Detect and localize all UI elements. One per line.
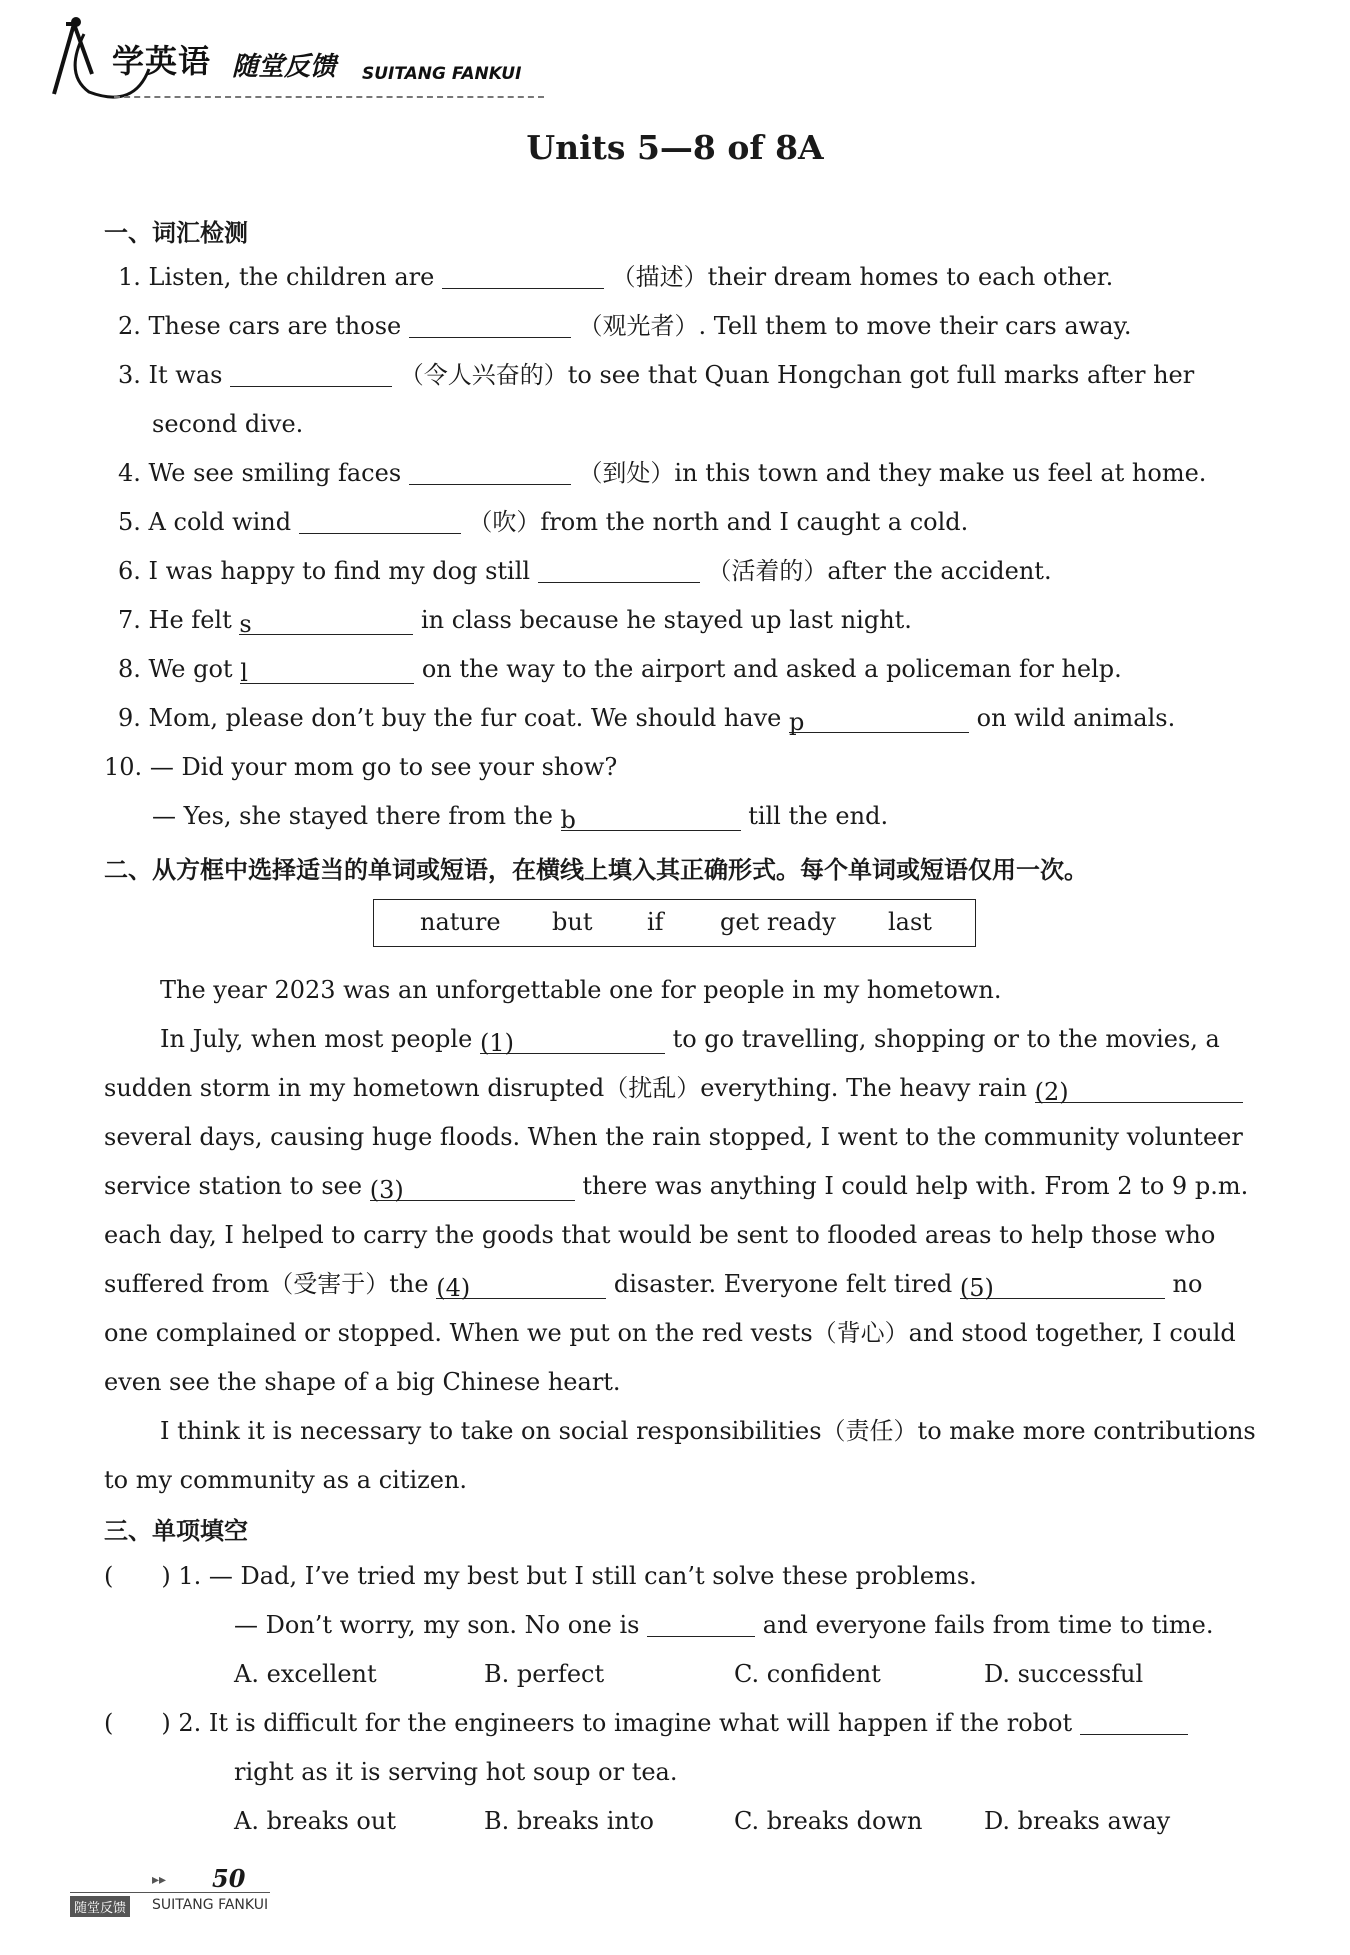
answer-blank-2[interactable] bbox=[1034, 1076, 1243, 1106]
item-text: （到处）in this town and they make us feel at home. bbox=[578, 459, 1207, 487]
item-text: （活着的）after the accident. bbox=[707, 557, 1052, 585]
answer-blank[interactable] bbox=[409, 458, 571, 485]
question-text: — Dad, I’ve tried my best but I still can’t solve these problems. bbox=[208, 1562, 977, 1590]
word-option: get ready bbox=[720, 908, 836, 936]
passage-text: disaster. Everyone felt tired bbox=[613, 1270, 953, 1298]
q2-option-b[interactable]: B. breaks into bbox=[484, 1807, 654, 1835]
page-number: 50 bbox=[212, 1864, 246, 1893]
item-text: Listen, the children are bbox=[148, 263, 435, 291]
passage-line: one complained or stopped. When we put on the red vests（背心）and stood together, I could bbox=[104, 1319, 1236, 1347]
item-number: 7. bbox=[118, 606, 141, 634]
passage-text: suffered from（受害于）the bbox=[104, 1270, 429, 1298]
q2-option-a[interactable]: A. breaks out bbox=[234, 1807, 396, 1835]
passage-text: to go travelling, shopping or to the movies, a bbox=[672, 1025, 1220, 1053]
item-text: These cars are those bbox=[148, 312, 402, 340]
item-number: 6. bbox=[118, 557, 141, 585]
item-text: on wild animals. bbox=[976, 704, 1176, 732]
section2-heading: 二、从方框中选择适当的单词或短语，在横线上填入其正确形式。每个单词或短语仅用一次。 bbox=[104, 856, 1088, 884]
passage-line bbox=[104, 1268, 1202, 1300]
logo-cn-text: 学英语 bbox=[112, 42, 212, 80]
item-text: till the end. bbox=[748, 802, 889, 830]
answer-blank[interactable] bbox=[299, 507, 461, 534]
s1-item-5 bbox=[118, 506, 968, 538]
item-text: A cold wind bbox=[148, 508, 292, 536]
answer-blank[interactable] bbox=[647, 1610, 755, 1637]
item-text: It was bbox=[148, 361, 223, 389]
word-option: but bbox=[552, 908, 593, 936]
passage-text: service station to see bbox=[104, 1172, 363, 1200]
footer-tag-en: SUITANG FANKUI bbox=[152, 1897, 269, 1913]
item-text: Mom, please don’t buy the fur coat. We should have bbox=[148, 704, 782, 732]
item-text: — Did your mom go to see your show? bbox=[149, 753, 618, 781]
passage-line: several days, causing huge floods. When the rain stopped, I went to the community volunteer bbox=[104, 1123, 1243, 1151]
s1-item-6 bbox=[118, 555, 1052, 587]
item-text: — Yes, she stayed there from the bbox=[152, 802, 553, 830]
question-text: — Don’t worry, my son. No one is bbox=[234, 1611, 640, 1639]
question-text: It is difficult for the engineers to imagine what will happen if the robot bbox=[208, 1709, 1073, 1737]
s1-item-10-line2 bbox=[152, 800, 888, 832]
item-number: 2. bbox=[118, 312, 141, 340]
q2-line2: right as it is serving hot soup or tea. bbox=[234, 1758, 678, 1786]
passage-line bbox=[160, 1023, 1220, 1055]
q2-line1 bbox=[104, 1707, 1188, 1739]
q1-option-c[interactable]: C. confident bbox=[734, 1660, 881, 1688]
item-text: on the way to the airport and asked a policeman for help. bbox=[421, 655, 1122, 683]
answer-parentheses[interactable]: ( ) bbox=[104, 1709, 171, 1737]
s1-item-10 bbox=[104, 751, 617, 783]
item-text: I was happy to find my dog still bbox=[148, 557, 531, 585]
word-option: nature bbox=[420, 908, 501, 936]
item-number: 10. bbox=[104, 753, 143, 781]
answer-parentheses[interactable]: ( ) bbox=[104, 1562, 171, 1590]
passage-p3-cont: to my community as a citizen. bbox=[104, 1466, 468, 1494]
answer-blank-3[interactable] bbox=[369, 1174, 575, 1204]
section3-heading: 三、单项填空 bbox=[104, 1517, 248, 1545]
passage-text: no bbox=[1172, 1270, 1203, 1298]
passage-p3: I think it is necessary to take on social responsibilities（责任）to make more contributions bbox=[160, 1417, 1256, 1445]
s1-item-8 bbox=[118, 653, 1122, 685]
item-text: （描述）their dream homes to each other. bbox=[611, 263, 1114, 291]
footer-divider bbox=[70, 1892, 270, 1893]
answer-blank[interactable] bbox=[442, 262, 604, 289]
question-number: 2. bbox=[178, 1709, 202, 1737]
answer-blank[interactable] bbox=[409, 311, 571, 338]
q1-line2 bbox=[234, 1609, 1213, 1641]
s1-item-1 bbox=[118, 261, 1113, 293]
passage-text: In July, when most people bbox=[160, 1025, 473, 1053]
passage-line bbox=[104, 1170, 1248, 1202]
s1-item-9 bbox=[118, 702, 1175, 734]
answer-blank[interactable] bbox=[239, 608, 413, 638]
passage-line bbox=[104, 1072, 1243, 1104]
item-text: We see smiling faces bbox=[148, 459, 402, 487]
initial-letter: s bbox=[239, 610, 252, 638]
item-text: （观光者）. Tell them to move their cars away. bbox=[578, 312, 1132, 340]
item-text: He felt bbox=[148, 606, 232, 634]
word-box bbox=[373, 899, 976, 947]
footer-tag: 随堂反馈 bbox=[70, 1896, 130, 1917]
passage-line: each day, I helped to carry the goods that would be sent to flooded areas to help those who bbox=[104, 1221, 1216, 1249]
q1-option-b[interactable]: B. perfect bbox=[484, 1660, 605, 1688]
item-text: in class because he stayed up last night. bbox=[421, 606, 912, 634]
answer-blank[interactable] bbox=[240, 657, 414, 687]
item-number: 1. bbox=[118, 263, 141, 291]
double-arrow-icon: ▸▸ bbox=[152, 1872, 167, 1888]
item-number: 3. bbox=[118, 361, 141, 389]
question-number: 1. bbox=[178, 1562, 202, 1590]
blank-number: (3) bbox=[369, 1176, 404, 1204]
passage-text: there was anything I could help with. From 2 to 9 p.m. bbox=[582, 1172, 1249, 1200]
blank-number: (5) bbox=[959, 1274, 994, 1302]
header-logo bbox=[44, 14, 544, 104]
blank-number: (2) bbox=[1034, 1078, 1069, 1106]
passage-line: even see the shape of a big Chinese heart. bbox=[104, 1368, 621, 1396]
answer-blank-5[interactable] bbox=[959, 1272, 1165, 1302]
blank-number: (1) bbox=[479, 1029, 514, 1057]
s1-item-4 bbox=[118, 457, 1206, 489]
answer-blank-4[interactable] bbox=[436, 1272, 606, 1302]
s1-item-3-cont: second dive. bbox=[152, 410, 304, 438]
q1-line1 bbox=[104, 1560, 977, 1592]
initial-letter: p bbox=[789, 708, 805, 736]
answer-blank[interactable] bbox=[1080, 1708, 1188, 1735]
blank-number: (4) bbox=[436, 1274, 471, 1302]
answer-blank[interactable] bbox=[538, 556, 700, 583]
s1-item-7 bbox=[118, 604, 912, 636]
item-text: （吹）from the north and I caught a cold. bbox=[468, 508, 969, 536]
section1-heading: 一、词汇检测 bbox=[104, 219, 248, 247]
header-divider bbox=[114, 96, 544, 98]
answer-blank[interactable] bbox=[230, 360, 392, 387]
word-option: last bbox=[888, 908, 932, 936]
q1-option-a[interactable]: A. excellent bbox=[234, 1660, 377, 1688]
q2-option-d[interactable]: D. breaks away bbox=[984, 1807, 1171, 1835]
page-footer bbox=[70, 1858, 280, 1918]
s1-item-2 bbox=[118, 310, 1132, 342]
item-number: 4. bbox=[118, 459, 141, 487]
answer-blank[interactable] bbox=[560, 804, 741, 834]
q1-option-d[interactable]: D. successful bbox=[984, 1660, 1144, 1688]
word-option: if bbox=[647, 908, 664, 936]
item-number: 8. bbox=[118, 655, 141, 683]
item-text: （令人兴奋的）to see that Quan Hongchan got full marks after her bbox=[399, 361, 1195, 389]
q2-option-c[interactable]: C. breaks down bbox=[734, 1807, 923, 1835]
logo-en-text: SUITANG FANKUI bbox=[362, 64, 522, 84]
answer-blank-1[interactable] bbox=[479, 1027, 665, 1057]
item-number: 9. bbox=[118, 704, 141, 732]
s1-item-3 bbox=[118, 359, 1194, 391]
item-number: 5. bbox=[118, 508, 141, 536]
initial-letter: l bbox=[240, 659, 248, 687]
answer-blank[interactable] bbox=[789, 706, 969, 736]
initial-letter: b bbox=[560, 806, 576, 834]
passage-p1: The year 2023 was an unforgettable one for people in my hometown. bbox=[160, 976, 1002, 1004]
page-title: Units 5—8 of 8A bbox=[526, 128, 824, 167]
item-text: We got bbox=[148, 655, 233, 683]
question-text: and everyone fails from time to time. bbox=[762, 1611, 1214, 1639]
passage-text: sudden storm in my hometown disrupted（扰乱）everything. The heavy rain bbox=[104, 1074, 1027, 1102]
logo-cn2-text: 随堂反馈 bbox=[232, 52, 337, 82]
